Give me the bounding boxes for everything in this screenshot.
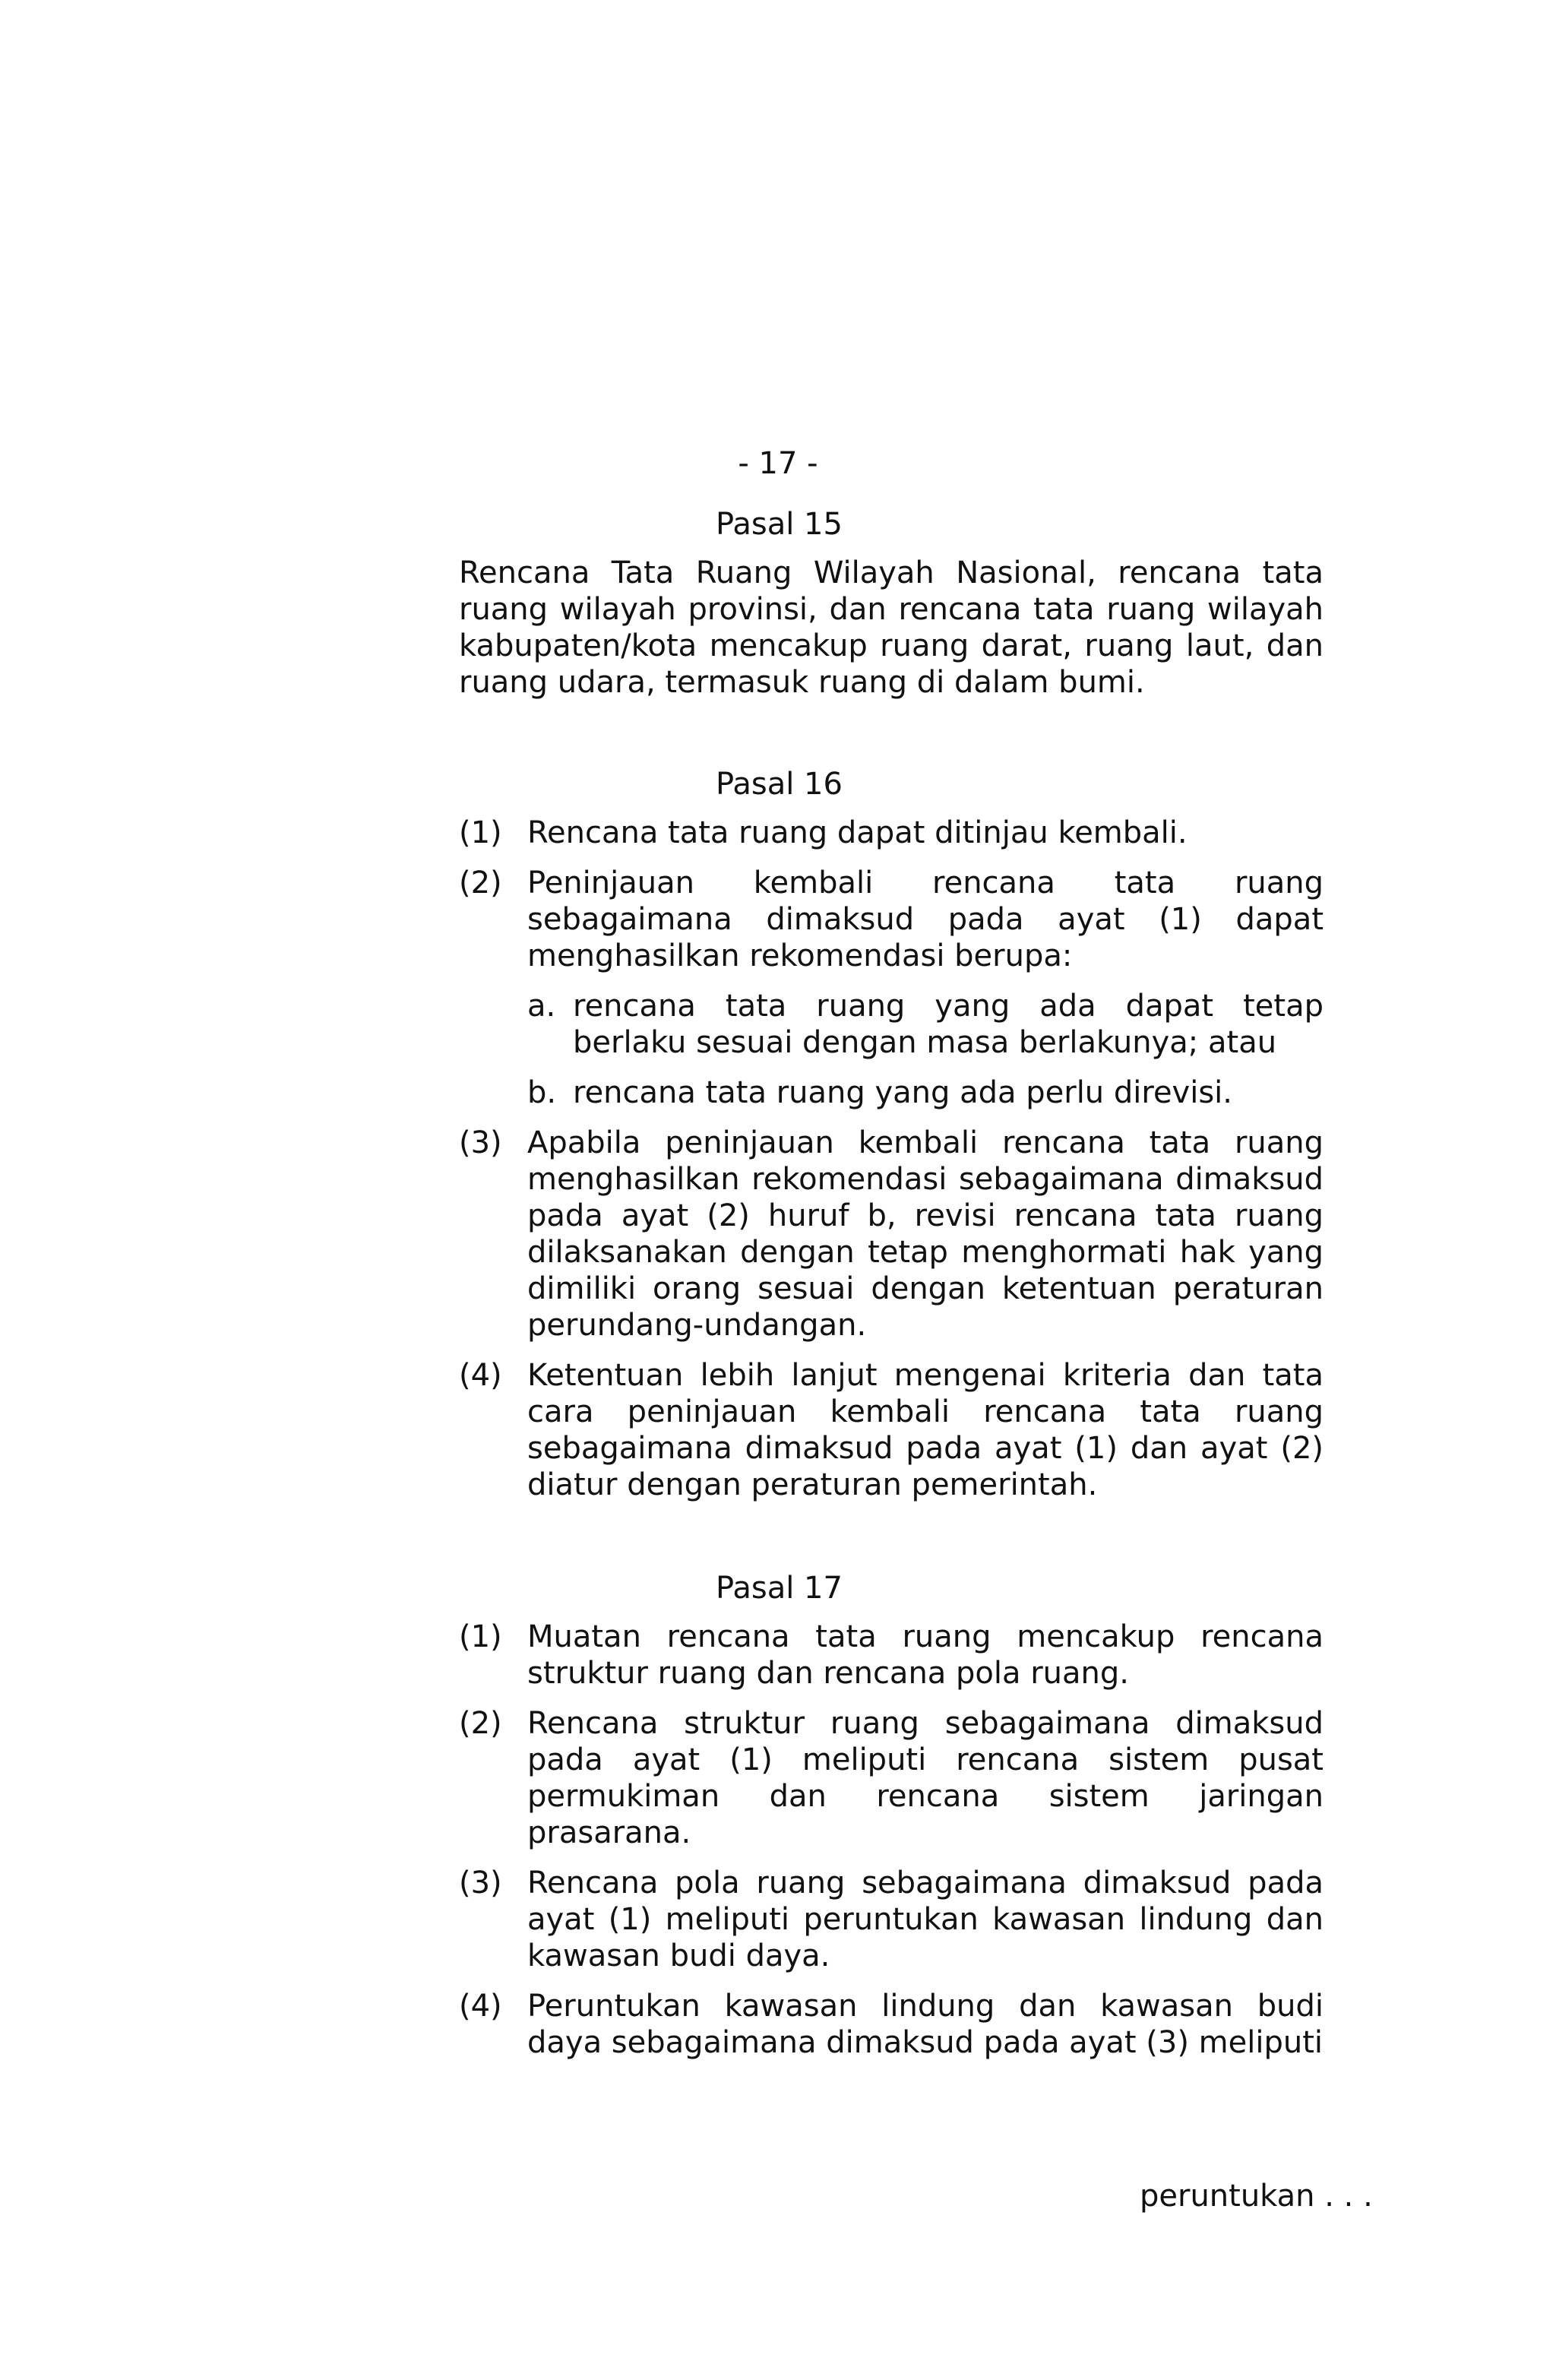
item-text: Peruntukan kawasan lindung dan kawasan budi daya sebagaimana dimaksud pada ayat (3) meliputi [527, 1989, 1324, 2060]
item-text: Peninjauan kembali rencana tata ruang sebagaimana dimaksud pada ayat (1) dapat menghasilkan rekomendasi berupa: [527, 866, 1324, 973]
pasal-17-item-2 [459, 1705, 1324, 1851]
pasal-16-subitem-b [527, 1074, 1324, 1111]
subitem-letter: b. [527, 1075, 557, 1110]
pasal-16-item-3 [459, 1125, 1324, 1343]
item-text: Rencana struktur ruang sebagaimana dimaksud pada ayat (1) meliputi rencana sistem pusat permukiman dan rencana sistem jaringan prasarana. [527, 1706, 1324, 1850]
item-text: Rencana pola ruang sebagaimana dimaksud pada ayat (1) meliputi peruntukan kawasan lindung dan kawasan budi daya. [527, 1866, 1324, 1973]
pasal-16-section [459, 761, 1324, 1517]
item-text: Ketentuan lebih lanjut mengenai kriteria dan tata cara peninjauan kembali rencana tata ruang sebagaimana dimaksud pada ayat (1) dan ayat (2) diatur dengan peraturan pemerintah. [527, 1358, 1324, 1502]
pasal-16-subitem-a [527, 988, 1324, 1061]
continuation-catchword: peruntukan . . . [1140, 2179, 1373, 2214]
pasal-15-section [459, 502, 1324, 701]
subitem-text: rencana tata ruang yang ada dapat tetap berlaku sesuai dengan masa berlakunya; atau [573, 989, 1324, 1060]
page-number: - 17 - [738, 446, 818, 481]
subitem-text: rencana tata ruang yang ada perlu direvisi. [573, 1075, 1233, 1110]
pasal-16-heading: Pasal 16 [716, 767, 843, 802]
pasal-16-item-1 [459, 815, 1324, 851]
pasal-16-item-2 [459, 865, 1324, 1111]
item-body [527, 865, 1324, 1111]
item-text: Apabila peninjauan kembali rencana tata ruang menghasilkan rekomendasi sebagaimana dimaksud pada ayat (2) huruf b, revisi rencana tata ruang dilaksanakan dengan tetap menghormati hak yang dimiliki orang sesuai dengan ketentuan peraturan perundang-undangan. [527, 1125, 1324, 1343]
pasal-17-item-3 [459, 1865, 1324, 1974]
pasal-17-item-1 [459, 1619, 1324, 1692]
item-number: (3) [459, 1866, 502, 1901]
pasal-17-section [459, 1565, 1324, 2075]
pasal-15-heading: Pasal 15 [716, 507, 843, 542]
item-number: (4) [459, 1358, 502, 1393]
item-text: Rencana tata ruang dapat ditinjau kembali. [527, 815, 1188, 850]
item-number: (2) [459, 1706, 502, 1741]
pasal-16-items [459, 815, 1324, 1503]
item-number: (1) [459, 815, 502, 850]
pasal-17-heading: Pasal 17 [716, 1571, 843, 1606]
pasal-16-item-4 [459, 1357, 1324, 1503]
item-number: (2) [459, 866, 502, 900]
item-number: (4) [459, 1989, 502, 2024]
item-text: Muatan rencana tata ruang mencakup rencana struktur ruang dan rencana pola ruang. [527, 1619, 1324, 1691]
item-number: (3) [459, 1125, 502, 1160]
item-number: (1) [459, 1619, 502, 1654]
pasal-17-item-4 [459, 1988, 1324, 2061]
pasal-15-text: Rencana Tata Ruang Wilayah Nasional, rencana tata ruang wilayah provinsi, dan rencana tata ruang wilayah kabupaten/kota mencakup ruang darat, ruang laut, dan ruang udara, termasuk ruang di dalam bumi. [459, 555, 1324, 700]
subitem-letter: a. [527, 989, 556, 1024]
pasal-17-items [459, 1619, 1324, 2061]
